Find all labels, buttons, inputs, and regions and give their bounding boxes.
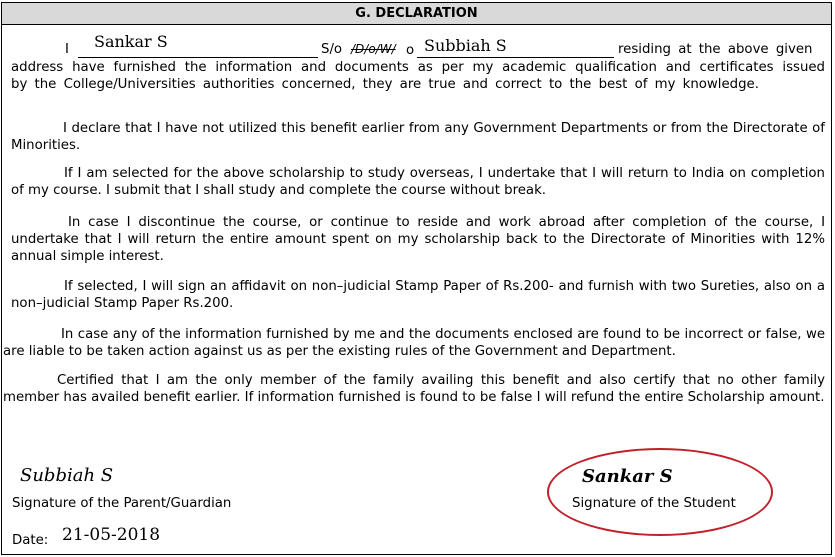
para1-rest: address have furnished the information and documents as per my academic qualification and certificates issued by the College/Universities authorities concerned, they are true and correct to the best of my knowledge. xyxy=(11,60,825,92)
pronoun-i: I xyxy=(65,42,69,57)
student-signature: Sankar S xyxy=(582,466,673,487)
para-discontinue: In case I discontinue the course, or continue to reside and work abroad after completion of the course, I undertake that I will return the entire amount spent on my scholarship back to the Directorate of Minorities with 12% annual simple interest. xyxy=(11,215,825,264)
student-signature-label: Signature of the Student xyxy=(572,496,736,511)
para-certified: Certified that I am the only member of the family availing this benefit and also certify that no other family member has availed benefit earlier. If information furnished is found to be false I will refund the entire Scholarship amount. xyxy=(3,373,825,405)
date-value: 21-05-2018 xyxy=(62,525,161,545)
student-signature-highlight xyxy=(547,448,773,536)
line1-tail: residing at the above given xyxy=(618,42,813,57)
parent-signature: Subbiah S xyxy=(20,465,114,486)
para-affidavit: If selected, I will sign an affidavit on non–judicial Stamp Paper of Rs.200- and furnish with two Sureties, also on a non–judicial Stamp Paper Rs.200. xyxy=(11,279,825,311)
parent-name-field: Subbiah S xyxy=(424,36,507,55)
relation-prefix: S/o xyxy=(321,42,343,57)
relation-struck: /D/o/W/ xyxy=(351,42,396,56)
parent-blank-line xyxy=(417,57,614,58)
date-label: Date: xyxy=(12,533,49,548)
section-title: G. DECLARATION xyxy=(355,6,478,21)
para-return: If I am selected for the above scholarship to study overseas, I undertake that I will return to India on completion of my course. I submit that I shall study and complete the course without break. xyxy=(11,166,825,198)
parent-signature-label: Signature of the Parent/Guardian xyxy=(12,496,232,511)
para-declare: I declare that I have not utilized this benefit earlier from any Government Departments or from the Directorate of Minorities. xyxy=(11,121,825,153)
name-blank-line xyxy=(78,57,318,58)
student-name-field: Sankar S xyxy=(94,32,168,51)
para-incorrect: In case any of the information furnished by me and the documents enclosed are found to be incorrect or false, we are liable to be taken action against us as per the existing rules of the Government and Department. xyxy=(3,327,825,359)
section-header xyxy=(1,2,832,25)
relation-suffix: o xyxy=(406,43,415,58)
